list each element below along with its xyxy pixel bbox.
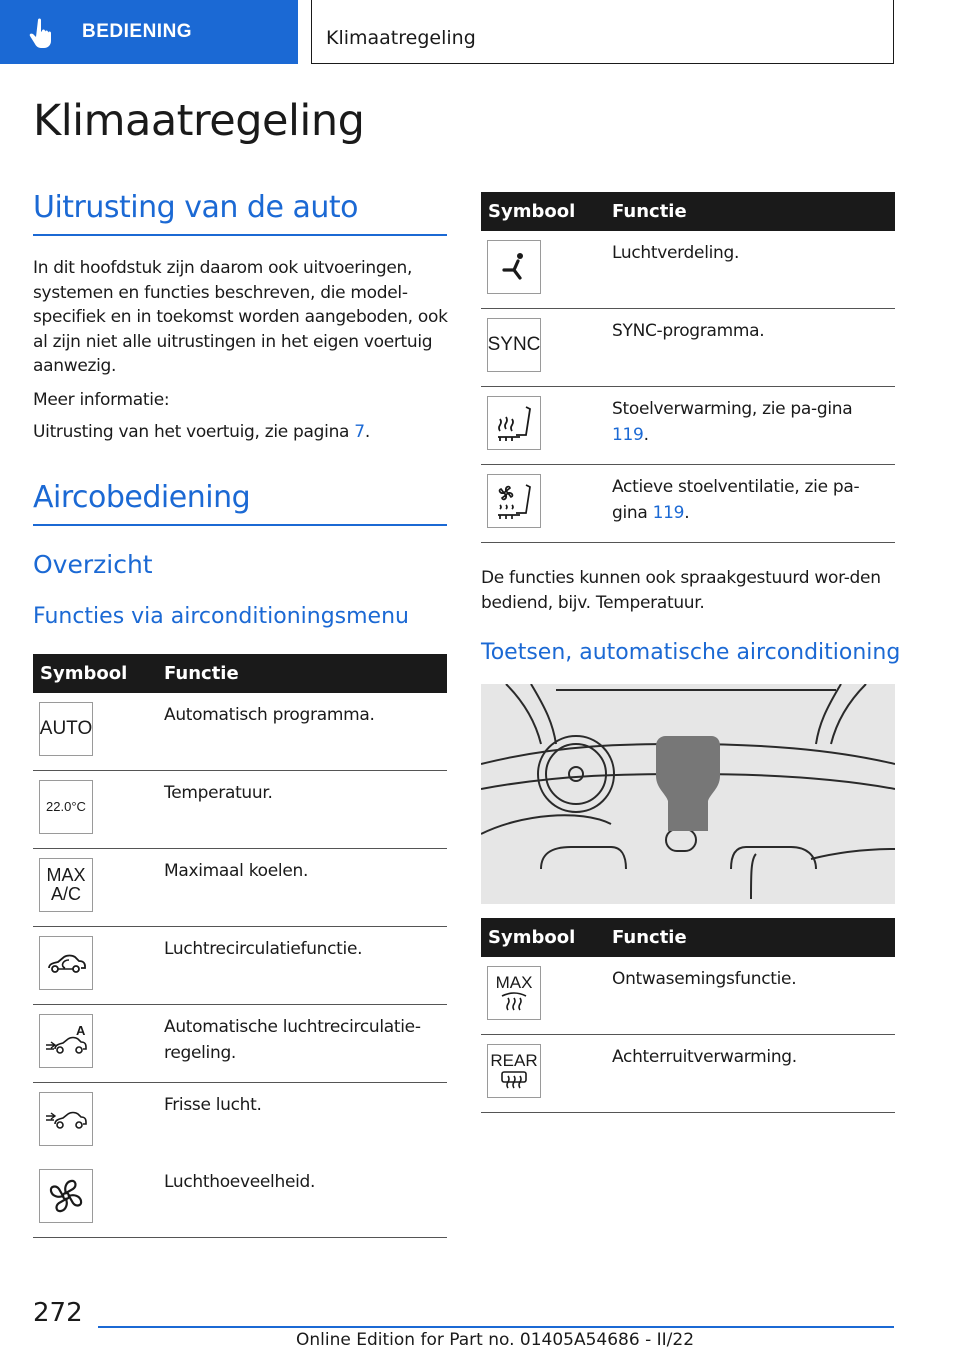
recirculation-icon	[39, 936, 93, 990]
equipment-reference: Uitrusting van het voertuig, zie pagina 7.	[33, 422, 370, 442]
chapter-header	[311, 0, 894, 64]
table-header	[481, 192, 895, 231]
heading-equipment: Uitrusting van de auto	[33, 190, 358, 225]
hand-pointer-icon	[24, 12, 64, 52]
functions-table-continued	[481, 192, 895, 543]
seat-heating-icon	[487, 396, 541, 450]
buttons-table	[481, 918, 895, 1113]
table-row: MAX A/C Maximaal koelen.	[33, 849, 447, 927]
section-tab[interactable]	[0, 0, 298, 64]
table-header	[481, 918, 895, 957]
col-symbol: Symbool	[40, 663, 128, 684]
page-link[interactable]: 119	[652, 503, 685, 523]
page-link[interactable]: 119	[612, 425, 644, 445]
table-header	[33, 654, 447, 693]
table-row: Luchtrecirculatiefunctie.	[33, 927, 447, 1005]
table-row: Luchtverdeling.	[481, 231, 895, 309]
table-row: A Automatische luchtrecirculatie-regeling.	[33, 1005, 447, 1083]
section-label: BEDIENING	[82, 21, 193, 42]
col-symbol: Symbool	[488, 201, 576, 222]
sync-icon: SYNC	[487, 318, 541, 372]
table-row: Frisse lucht.	[33, 1083, 447, 1160]
auto-icon: AUTO	[39, 702, 93, 756]
fresh-air-icon	[39, 1092, 93, 1146]
max-ac-icon: MAX A/C	[39, 858, 93, 912]
heading-rule	[33, 234, 447, 236]
col-symbol: Symbool	[488, 927, 576, 948]
voice-control-paragraph: De functies kunnen ook spraakgestuurd wor-den bediend, bijv. Temperatuur.	[481, 568, 881, 613]
col-function: Functie	[164, 663, 239, 684]
table-row: Stoelverwarming, zie pa-gina 119.	[481, 387, 895, 465]
equipment-paragraph: In dit hoofdstuk zijn daarom ook uitvoeringen, systemen en functies beschreven, die model-specifiek en in toekomst worden aangeboden, ook al zijn niet alle uitrustingen in het eigen voertuig aanwezig.	[33, 258, 448, 376]
page-link[interactable]: 7	[354, 422, 365, 442]
table-row: AUTO Automatisch programma.	[33, 693, 447, 771]
max-defrost-icon: MAX	[487, 966, 541, 1020]
table-row: REAR Achterruitverwarming.	[481, 1035, 895, 1113]
page-title: Klimaatregeling	[33, 96, 365, 146]
heading-overview: Overzicht	[33, 550, 153, 579]
fan-icon	[39, 1169, 93, 1223]
temperature-icon: 22.0°C	[39, 780, 93, 834]
page-number: 272	[33, 1298, 83, 1328]
heading-menu-functions: Functies via airconditioningsmenu	[33, 604, 409, 629]
auto-recirculation-icon	[39, 1014, 93, 1068]
col-function: Functie	[612, 927, 687, 948]
edition-label: Online Edition for Part no. 01405A54686 - II/22	[296, 1330, 695, 1350]
table-row: Luchthoeveelheid.	[33, 1160, 447, 1238]
chapter-label: Klimaatregeling	[326, 27, 476, 49]
heading-rule	[33, 524, 447, 526]
table-row: Actieve stoelventilatie, zie pa-gina 119.	[481, 465, 895, 543]
table-row: MAX Ontwasemingsfunctie.	[481, 957, 895, 1035]
rear-defrost-icon: REAR	[487, 1044, 541, 1098]
footer-rule	[98, 1326, 894, 1328]
seat-ventilation-icon	[487, 474, 541, 528]
svg-text:A: A	[76, 1023, 86, 1038]
col-function: Functie	[612, 201, 687, 222]
functions-table	[33, 654, 447, 1238]
table-row: 22.0°C Temperatuur.	[33, 771, 447, 849]
air-distribution-icon	[487, 240, 541, 294]
heading-buttons: Toetsen, automatische airconditioning	[481, 640, 901, 665]
heading-aircon: Aircobediening	[33, 480, 251, 515]
more-info-label: Meer informatie:	[33, 390, 170, 410]
dashboard-illustration	[481, 684, 895, 904]
table-row: SYNC SYNC-programma.	[481, 309, 895, 387]
